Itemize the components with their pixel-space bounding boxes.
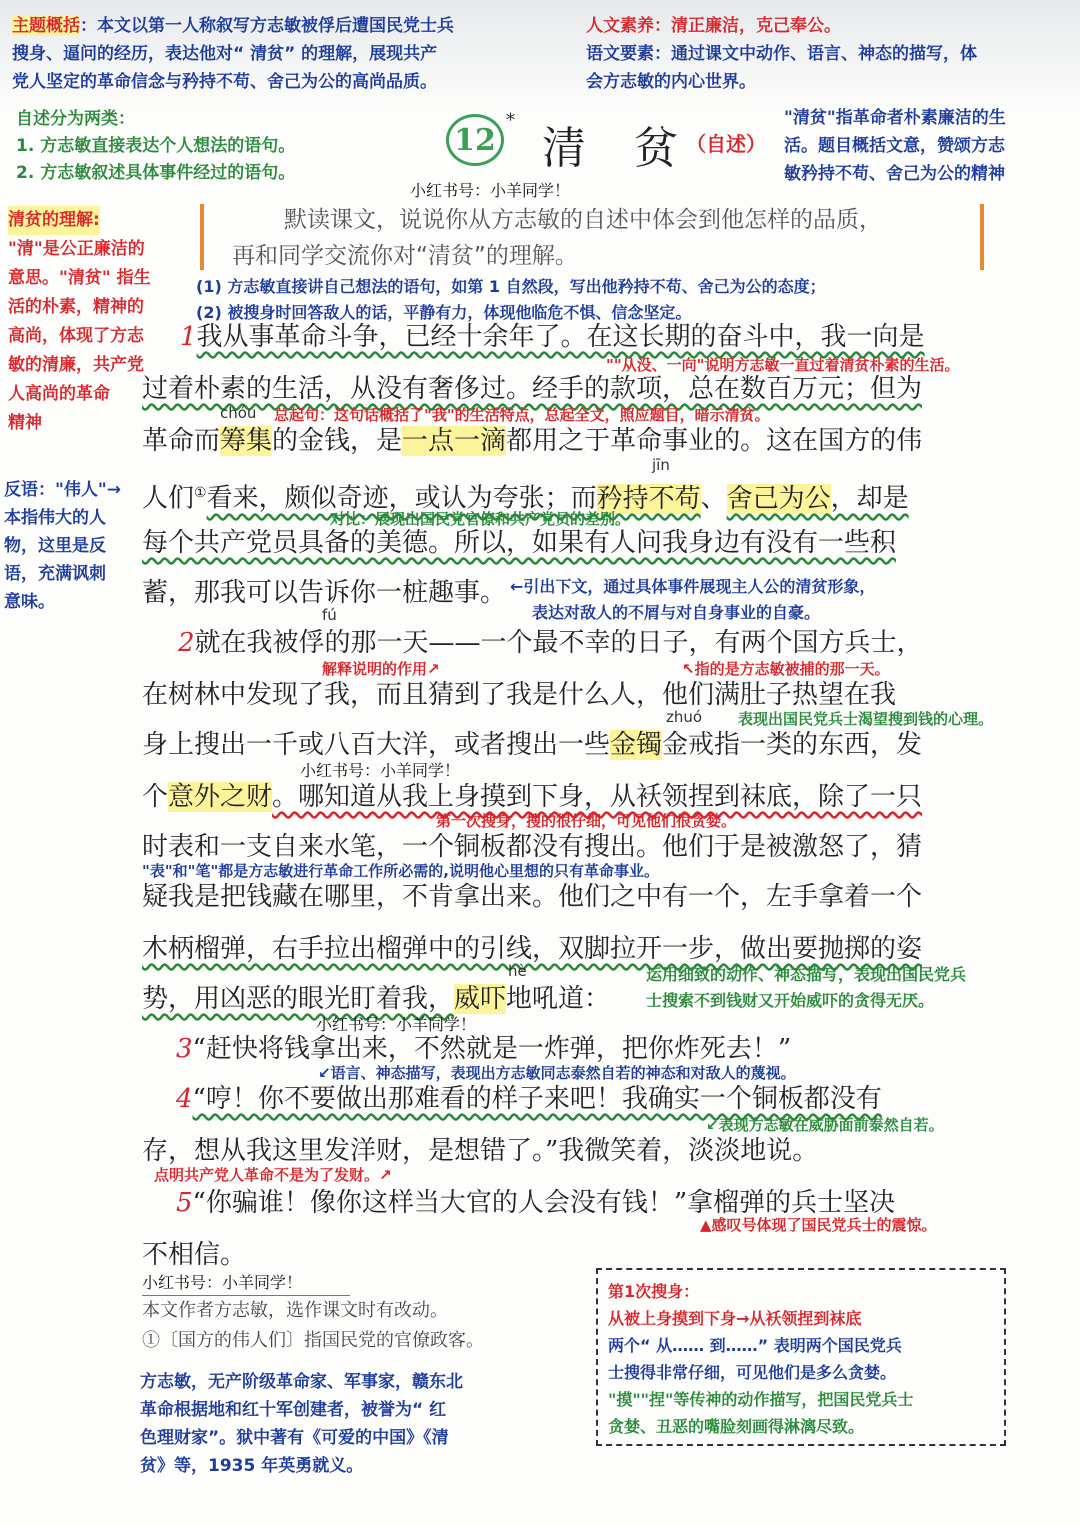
annotation-lead-2: 表达对敌人的不屑与对自身事业的自豪。 [532, 603, 821, 622]
lesson-title: 清 贫 [542, 123, 680, 174]
p2-text-4c: 。哪知道从我上身摸到下身，从袄领捏到袜底，除了一只 [272, 782, 923, 812]
word-weihe: 威吓 [454, 984, 507, 1014]
annotation-summary: 总起句：这句话概括了"我"的生活特点，总起全文，照应题目，暗示清贫。 [274, 406, 770, 424]
p1-line-1 [180, 320, 925, 354]
word-jinzhuo: 金镯 [610, 730, 663, 760]
lang-line-2: 会方志敏的内心世界。 [586, 72, 756, 92]
p2-line-7: 木柄榴弹，右手拉出榴弹中的引线，双脚拉开一步，做出要抛掷的姿 [142, 934, 923, 964]
lesson-star: * [506, 110, 515, 131]
watermark-1: 小红书号：小羊同学！ [410, 181, 571, 200]
search-analysis-box [596, 1268, 1006, 1446]
task-line-1: 默读课文，说说你从方志敏的自述中体会到他怎样的品质， [284, 207, 882, 233]
annotation-search1: 第一次搜身，搜的很仔细，可见他们很贪婪。 [436, 812, 737, 830]
annotation-desire: 表现出国民党兵士渴望搜到钱的心理。 [738, 710, 994, 728]
irony-note [4, 476, 144, 616]
word-jinchibugou: 矜持不苟 [596, 483, 701, 514]
watermark-2: 小红书号：小羊同学！ [300, 761, 461, 780]
p1-line-2: 过着朴素的生活，从没有奢侈过。经手的款项，总在数百万元；但为 [142, 374, 923, 404]
footnote-source: 本文作者方志敏，选作课文时有改动。 [142, 1300, 448, 1321]
annotation-watch: "表"和"笔"都是方志敏进行革命工作所必需的,说明他心里想的只有革命事业。 [142, 862, 659, 880]
lang-line-1: 语文要素：通过课文中动作、语言、神态的描写，体 [586, 44, 977, 64]
p4-text-1: “哼！你不要做出那难看的样子来吧！我确实一个铜板都没有 [192, 1084, 882, 1114]
title-note-line-3: 敏矜持不苟、舍己为公的精神 [784, 164, 1005, 184]
annotation-notmoney: 点明共产党人革命不是为了发财。↗ [154, 1166, 392, 1184]
author-bio [140, 1368, 580, 1480]
box-title: 第1次搜身： [608, 1282, 700, 1301]
box-line-1: 从被上身摸到下身→从袄领捏到袜底 [608, 1309, 862, 1328]
irony-line-4: 语，充满讽刺 [4, 564, 106, 584]
task-bar-right [980, 204, 984, 270]
irony-line-1: 反语："伟人"→ [4, 480, 121, 500]
word-chouji: 筹集 [220, 426, 273, 456]
theme-summary [12, 12, 572, 96]
irony-line-5: 意味。 [4, 592, 55, 612]
left-note-line-3: 活的朴素，精神的 [8, 297, 144, 317]
p1-text-4f: ，却是 [830, 483, 909, 514]
left-note-line-5: 敏的清廉，共产党 [8, 355, 144, 375]
p2-text-8c: 地吼道： [506, 984, 611, 1014]
p2-line-1 [178, 626, 923, 660]
left-note-line-4: 高尚，体现了方志 [8, 326, 144, 346]
p1-text-4d: 、 [700, 483, 727, 514]
p2-line-3 [142, 728, 922, 762]
pinyin-he: hè [508, 962, 527, 980]
p4-line-1 [176, 1082, 882, 1116]
word-yiwaizhicai: 意外之财 [168, 782, 273, 812]
self-description-note [16, 106, 436, 187]
watermark-3: 小红书号：小羊同学！ [316, 1015, 477, 1034]
annotation-contrast: 对比：展现出国民党官僚和共产党员的差别。 [330, 510, 631, 528]
p1-text-3e: 都用之于革命事业的。这在国方的伟 [506, 426, 923, 456]
humanities-block [586, 12, 1076, 96]
footnote-mark-1: ① [194, 485, 207, 501]
annotation-action [646, 962, 966, 1014]
p1-text-1: 我从事革命斗争，已经十余年了。在这长期的奋斗中，我一向是 [196, 322, 925, 352]
p3-text: “赶快将钱拿出来，不然就是一炸弹，把你炸死去！” [192, 1034, 792, 1064]
paragraph-number-3: 3 [176, 1034, 193, 1064]
title-note [784, 104, 1074, 188]
pinyin-fu: fú [322, 606, 337, 624]
box-line-3: 士搜得非常仔细，可见他们是多么贪婪。 [608, 1363, 897, 1382]
p2-text-3c: 金戒指一类的东西，发 [662, 730, 923, 760]
lesson-number: 12 [454, 122, 496, 158]
task-bar-left [200, 204, 204, 270]
p1-text-4b: 看来，颇似奇迹，或认为夸张；而 [206, 483, 597, 514]
lesson-number-badge [446, 114, 504, 166]
watermark-4: 小红书号：小羊同学！ [142, 1270, 350, 1296]
title-note-line-2: 活。题目概括文意，赞颂方志 [784, 136, 1005, 156]
left-note-line-1: "清"是公正廉洁的 [8, 239, 145, 259]
p2-text-3a: 身上搜出一千或八百大洋，或者搜出一些 [142, 730, 611, 760]
p2-line-8 [142, 982, 610, 1016]
annotation-calm2: ↙表现方志敏在威胁面前泰然自若。 [706, 1116, 944, 1134]
annotation-explain: 解释说明的作用↗ [322, 660, 440, 678]
author-bio-3: 色理财家”。狱中著有《可爱的中国》《清 [140, 1428, 449, 1448]
p1-text-4a: 人们 [142, 483, 195, 514]
task-line-2: 再和同学交流你对“清贫”的理解。 [232, 243, 578, 269]
p2-text-8a: 势，用凶恶的眼光盯着我， [142, 984, 455, 1014]
author-bio-4: 贫》等，1935 年英勇就义。 [140, 1456, 364, 1476]
box-line-2: 两个“ 从…… 到……” 表明两个国民党兵 [608, 1336, 902, 1355]
p5-line-2: 不相信。 [142, 1240, 247, 1270]
left-note-line-7: 精神 [8, 413, 42, 433]
theme-label: 主题概括 [12, 16, 80, 36]
pinyin-zhuo: zhuó [666, 708, 703, 726]
footnote-1: ①〔国方的伟人们〕指国民党的官僚政客。 [142, 1330, 484, 1351]
annotation-lead [510, 574, 875, 626]
p1-text-3c: 的金钱，是 [272, 426, 403, 456]
task-notes [196, 274, 826, 326]
annotation-day: ↖指的是方志敏被捕的那一天。 [682, 660, 890, 678]
theme-line-2: 搜身、逼问的经历，表达他对“ 清贫” 的理解，展现共产 [12, 44, 438, 64]
p1-line-6: 蓄，那我可以告诉你一桩趣事。 [142, 578, 507, 608]
p2-line-6: 疑我是把钱藏在哪里，不肯拿出来。他们之中有一个，左手拿着一个 [142, 882, 923, 912]
selfdesc-title: 自述分为两类： [16, 109, 135, 129]
p2-line-2: 在树林中发现了我，而且猜到了我是什么人，他们满肚子热望在我 [142, 680, 897, 710]
pinyin-jin: jīn [652, 456, 670, 474]
left-note-line-6: 人高尚的革命 [8, 384, 110, 404]
left-note-title: 清贫的理解: [8, 206, 100, 235]
word-yidianyidi: 一点一滴 [402, 426, 507, 456]
annotation-shock: ▲感叹号体现了国民党兵士的震惊。 [700, 1216, 937, 1234]
author-bio-2: 革命根据地和红十军创建者，被誉为“ 红 [140, 1400, 447, 1420]
theme-line-1: ：本文以第一人称叙写方志敏被俘后遭国民党士兵 [80, 16, 454, 36]
irony-line-3: 物，这里是反 [4, 536, 106, 556]
task-block [232, 202, 882, 274]
word-shejiweigong: 舍己为公 [726, 483, 831, 514]
annotation-calm: ↙语言、神态描写，表现出方志敏同志泰然自若的神态和对敌人的蔑视。 [318, 1064, 796, 1082]
humanities-line: 人文素养：清正廉洁，克己奉公。 [586, 16, 841, 36]
selfdesc-item-2: 2. 方志敏叙述具体事件经过的语句。 [16, 163, 296, 183]
task-note-2: (2) 被搜身时回答敌人的话，平静有力，体现他临危不惧、信念坚定。 [196, 303, 692, 322]
left-note-line-2: 意思。"清贫" 指生 [8, 268, 151, 288]
paragraph-number-4: 4 [176, 1084, 193, 1114]
box-line-4: "摸""捏"等传神的动作描写，把国民党兵士 [608, 1390, 914, 1409]
p2-line-5: 时表和一支自来水笔，一个铜板都没有搜出。他们于是被激怒了，猜 [142, 832, 923, 862]
lesson-subtitle: （自述） [686, 132, 766, 156]
author-bio-1: 方志敏，无产阶级革命家、军事家，赣东北 [140, 1372, 463, 1392]
annotation-lead-1: ←引出下文，通过具体事件展现主人公的清贫形象， [510, 577, 876, 596]
p1-text-3a: 革命而 [142, 426, 221, 456]
p1-line-5: 每个共产党员具备的美德。所以，如果有人问我身边有没有一些积 [142, 528, 897, 558]
paragraph-number-1: 1 [180, 322, 197, 352]
p5-text-1: “你骗谁！像你这样当大官的人会没有钱！”拿榴弹的兵士坚决 [192, 1188, 896, 1218]
p2-text-1: 就在我被俘的那一天——一个最不幸的日子，有两个国方兵士， [194, 628, 923, 658]
paragraph-number-2: 2 [178, 628, 195, 658]
pinyin-chou: chóu [220, 404, 257, 422]
p1-line-3 [142, 424, 922, 458]
annotation-action-1: 运用细致的动作、神态描写，表现出国民党兵 [646, 965, 967, 984]
irony-line-2: 本指伟大的人 [4, 508, 106, 528]
annotation-never: ""从没、一向"说明方志敏一直过着清贫朴素的生活。 [606, 356, 960, 374]
selfdesc-item-1: 1. 方志敏直接表达个人想法的语句。 [16, 136, 296, 156]
theme-line-3: 党人坚定的革命信念与矜持不苟、舍己为公的高尚品质。 [12, 72, 437, 92]
task-note-1: (1) 方志敏直接讲自己想法的语句，如第 1 自然段，写出他矜持不苟、舍己为公的态度； [196, 277, 826, 296]
title-note-line-1: "清贫"指革命者朴素廉洁的生 [784, 108, 1006, 128]
annotation-action-2: 士搜索不到钱财又开始威吓的贪得无厌。 [646, 991, 935, 1010]
p4-line-2: 存，想从我这里发洋财，是想错了。”我微笑着，淡淡地说。 [142, 1136, 819, 1166]
box-line-5: 贪婪、丑恶的嘴脸刻画得淋漓尽致。 [608, 1417, 865, 1436]
p2-text-4a: 个 [142, 782, 169, 812]
paragraph-number-5: 5 [176, 1188, 193, 1218]
